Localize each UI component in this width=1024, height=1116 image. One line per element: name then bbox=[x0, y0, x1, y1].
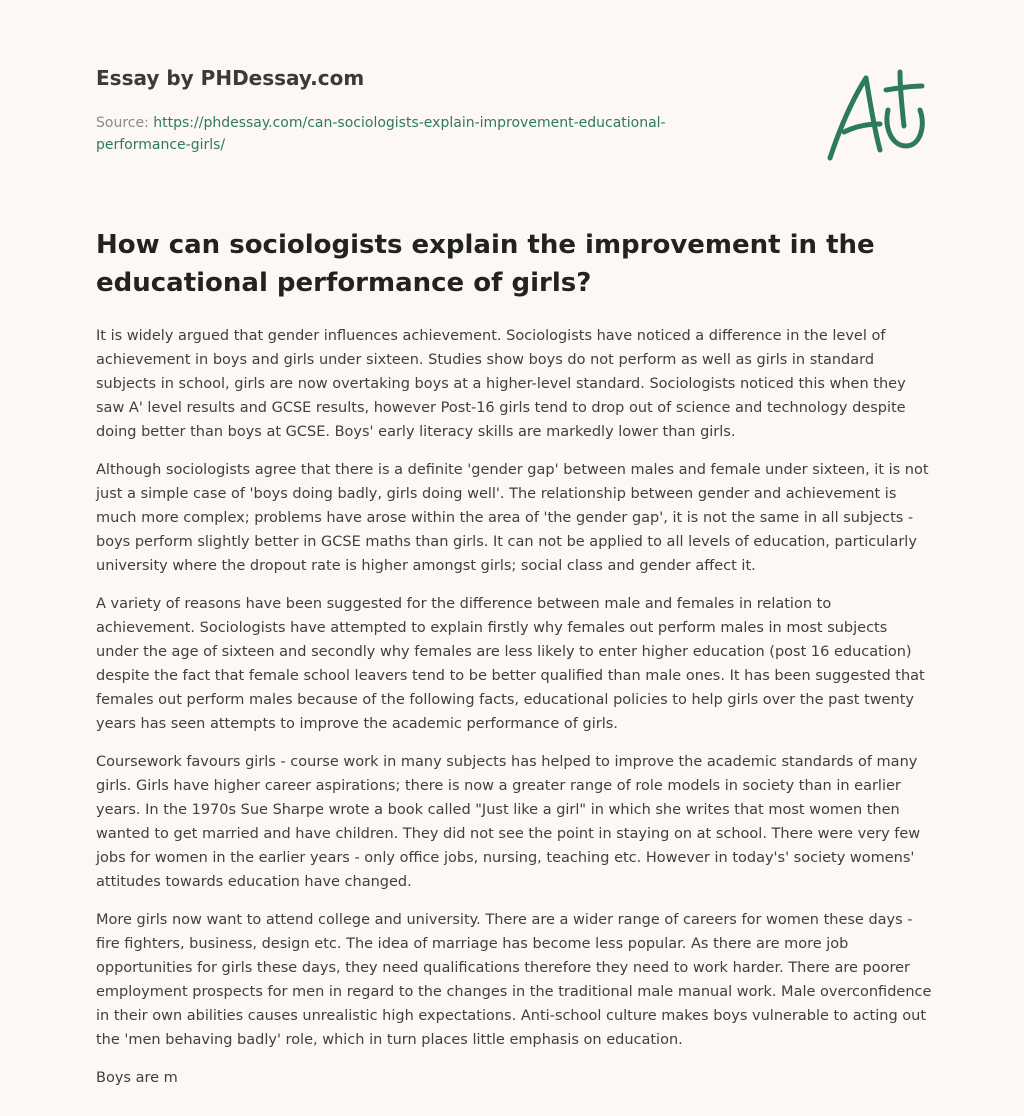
essay-paragraph: Although sociologists agree that there is a definite 'gender gap' between males and female under sixteen, it is not just a simple case of 'boys doing badly, girls doing well'. The relationship between gender and achievement is much more complex; problems have arose within the area of 'the gender gap', it is not the same in all subjects - boys perform slightly better in GCSE maths than girls. It can not be applied to all levels of education, particularly university where the dropout rate is higher amongst girls; social class and gender affect it. bbox=[96, 462, 929, 574]
source-line bbox=[96, 112, 736, 156]
logo-a-right-stroke bbox=[866, 78, 880, 150]
essay-paragraph: Coursework favours girls - course work in many subjects has helped to improve the academic standards of many girls. Girls have higher career aspirations; there is now a greater range of role models in society than in earlier years. In the 1970s Sue Sharpe wrote a book called "Just like a girl" in which she writes that most women then wanted to get married and have children. They did not see the point in staying on at school. There were very few jobs for women in the earlier years - only office jobs, nursing, teaching etc. However in today's' society womens' attitudes towards education have changed. bbox=[96, 754, 921, 890]
logo-plus-vertical bbox=[900, 72, 904, 126]
logo-plus-horizontal bbox=[886, 86, 922, 90]
essay-paragraph: Boys are m bbox=[96, 1070, 178, 1086]
source-label: Source: bbox=[96, 115, 149, 131]
logo-a-left-stroke bbox=[830, 78, 866, 158]
essay-body bbox=[96, 324, 932, 1104]
essay-paragraph: More girls now want to attend college and university. There are a wider range of careers for women these days - fire fighters, business, design etc. The idea of marriage has become less popular. As there are more job opportunities for girls these days, they need qualifications therefore they need to work harder. There are poorer employment prospects for men in regard to the changes in the traditional male manual work. Male overconfidence in their own abilities causes unrealistic high expectations. Anti-school culture makes boys vulnerable to acting out the 'men behaving badly' role, which in turn places little emphasis on education. bbox=[96, 912, 932, 1048]
essay-paragraph: A variety of reasons have been suggested for the difference between male and females in relation to achievement. Sociologists have attempted to explain firstly why females out perform males in most subjects under the age of sixteen and secondly why females are less likely to enter higher education (post 16 education) despite the fact that female school leavers tend to be better qualified than male ones. It has been suggested that females out perform males because of the following facts, educational policies to help girls over the past twenty years has seen attempts to improve the academic performance of girls. bbox=[96, 596, 925, 732]
source-link[interactable]: https://phdessay.com/can-sociologists-explain-improvement-educational-performance-girls/ bbox=[96, 115, 666, 153]
site-brand: Essay by PHDessay.com bbox=[96, 66, 365, 90]
essay-title: How can sociologists explain the improvement in the educational performance of girls? bbox=[96, 230, 875, 298]
a-plus-logo bbox=[822, 66, 932, 166]
essay-paragraph: It is widely argued that gender influences achievement. Sociologists have noticed a difference in the level of achievement in boys and girls under sixteen. Studies show boys do not perform as well as girls in standard subjects in school, girls are now overtaking boys at a higher-level standard. Sociologists noticed this when they saw A' level results and GCSE results, however Post-16 girls tend to drop out of science and technology despite doing better than boys at GCSE. Boys' early literacy skills are markedly lower than girls. bbox=[96, 328, 906, 440]
